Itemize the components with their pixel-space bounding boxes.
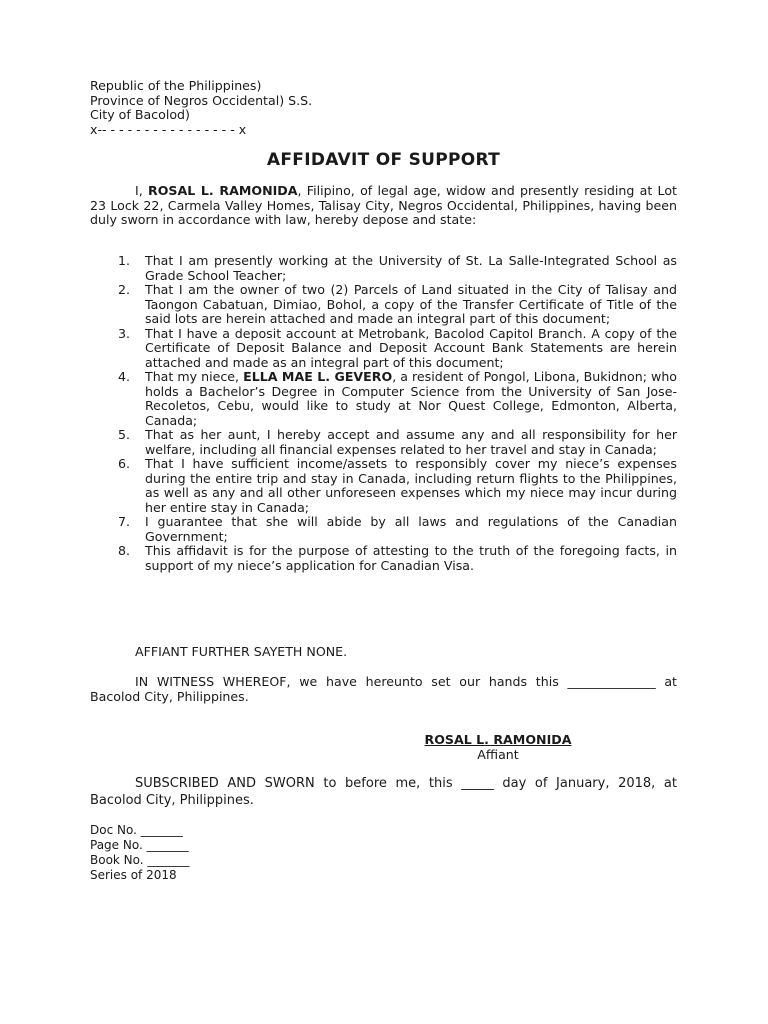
niece-name: ELLA MAE L. GEVERO <box>243 369 393 384</box>
notarial-register <box>90 823 189 883</box>
statement-list <box>90 254 677 573</box>
list-item: 7. I guarantee that she will abide by all laws and regulations of the Canadian Government; <box>118 514 677 544</box>
venue-header <box>90 79 390 137</box>
affiant-name: ROSAL L. RAMONIDA <box>148 183 298 198</box>
witness-paragraph: IN WITNESS WHEREOF, we have hereunto set our hands this ______________ at Bacolod City, Philippines. <box>90 674 677 704</box>
jurat-paragraph: SUBSCRIBED AND SWORN to before me, this _____ day of January, 2018, at Bacolod City, Philippines. <box>90 776 677 808</box>
book-no: Book No. _______ <box>90 853 190 867</box>
venue-line-city: City of Bacolod) <box>90 107 190 122</box>
venue-separator: x-- - - - - - - - - - - - - - - - x <box>90 121 247 137</box>
page-no: Page No. _______ <box>90 838 189 852</box>
series-year: Series of 2018 <box>90 868 177 882</box>
intro-paragraph <box>90 184 677 228</box>
list-item: 4. That my niece, ELLA MAE L. GEVERO, a resident of Pongol, Libona, Bukidnon; who holds a Bachelor’s Degree in Computer Science from the University of San Jose-Recoletos, Cebu, would like to study at Nor Quest College, Edmonton, Alberta, Canada; <box>118 369 678 428</box>
list-item: 5. That as her aunt, I hereby accept and assume any and all responsibility for her welfare, including all financial expenses related to her travel and stay in Canada; <box>118 427 677 457</box>
further-sayeth-line: AFFIANT FURTHER SAYETH NONE. <box>135 644 348 659</box>
list-item: 1. That I am presently working at the University of St. La Salle-Integrated School as Grade School Teacher; <box>118 253 677 283</box>
venue-line-province: Province of Negros Occidental) S.S. <box>90 92 313 108</box>
list-item: 6. That I have sufficient income/assets to responsibly cover my niece’s expenses during the entire trip and stay in Canada, including return flights to the Philippines, as well as any and all other unforeseen expenses which my niece may incur during her entire stay in Canada; <box>118 456 677 515</box>
intro-text: , Filipino, of legal age, widow and presently residing at Lot 23 Lock 22, Carmela Valley Homes, Talisay City, Negros Occidental, Philippines, having been duly sworn in accordance with law, hereby depose and state: <box>90 183 677 227</box>
list-item: 8. This affidavit is for the purpose of attesting to the truth of the foregoing facts, in support of my niece’s application for Canadian Visa. <box>118 543 677 573</box>
list-item: 2. That I am the owner of two (2) Parcels of Land situated in the City of Talisay and Taongon Cabatuan, Dimiao, Bohol, a copy of the Transfer Certificate of Title of the said lots are herein attached and made an integral part of this document; <box>118 282 677 326</box>
signature-name: ROSAL L. RAMONIDA <box>424 732 572 747</box>
intro-pre: I, <box>135 183 148 198</box>
document-title: AFFIDAVIT OF SUPPORT <box>266 150 501 170</box>
list-item: 3. That I have a deposit account at Metrobank, Bacolod Capitol Branch. A copy of the Certificate of Deposit Balance and Deposit Account Bank Statements are herein attached and made as an integral part of this document; <box>118 325 677 370</box>
doc-no: Doc No. _______ <box>90 823 183 837</box>
signature-role: Affiant <box>477 747 519 762</box>
venue-line-republic: Republic of the Philippines) <box>90 78 262 93</box>
